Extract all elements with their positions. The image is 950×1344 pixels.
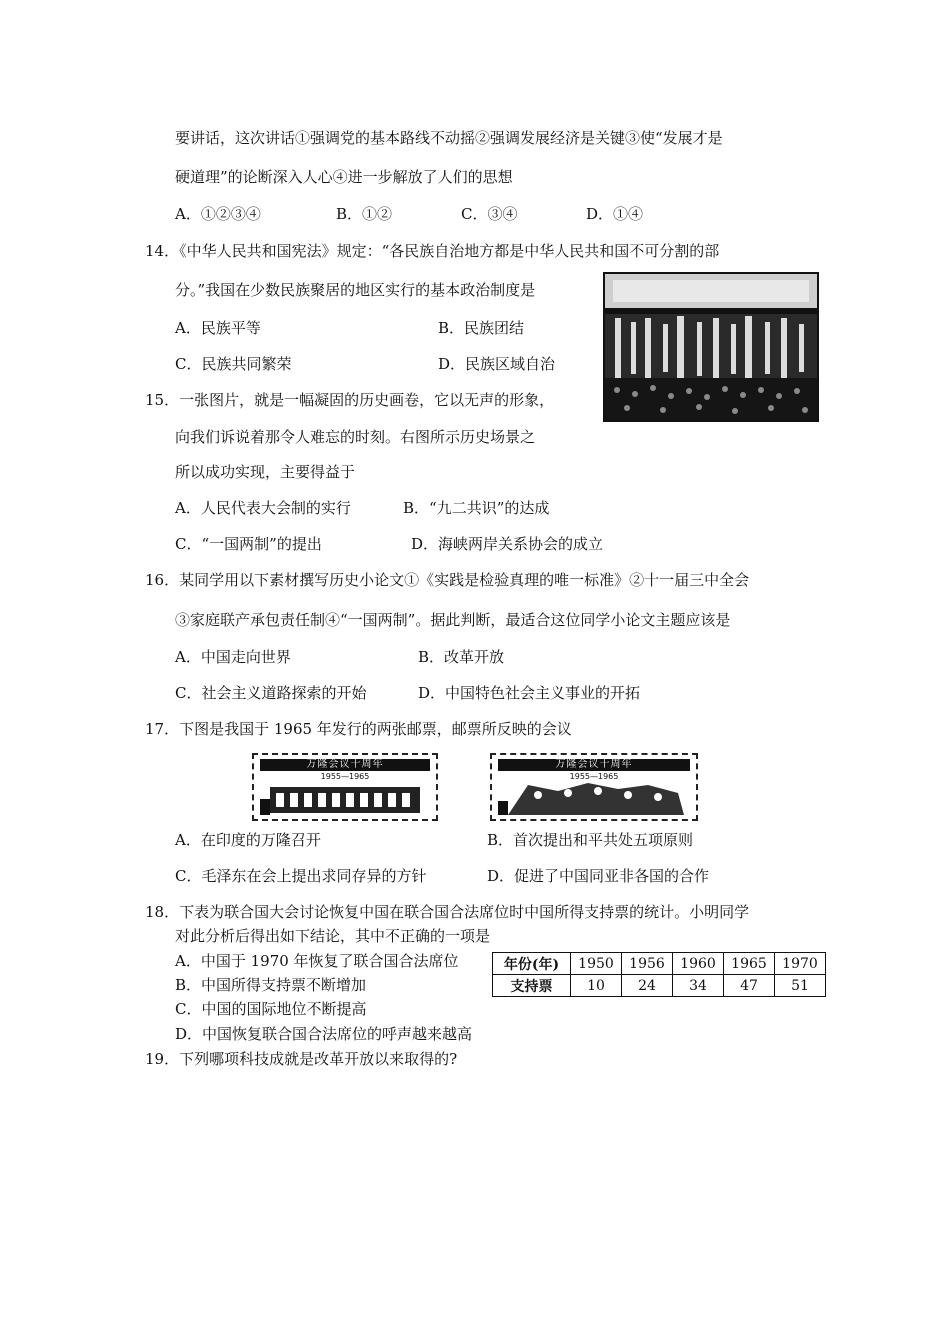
table-cell-year: 1970 [775, 953, 826, 975]
stamp-right-people-image [498, 781, 690, 815]
q17-option-c: C．毛泽东在会上提出求同存异的方针 [175, 867, 427, 885]
q15-option-d: D．海峡两岸关系协会的成立 [411, 535, 604, 553]
table-cell-votes: 10 [571, 975, 622, 997]
q15-option-c: C．“一国两制”的提出 [175, 535, 322, 553]
q13-option-d: D．①④ [586, 205, 644, 223]
table-header-year: 年份(年) [493, 953, 571, 975]
q16-line2: ③家庭联产承包责任制④“一国两制”。据此判断，最适合这位同学小论文主题应该是 [175, 611, 731, 629]
table-cell-votes: 51 [775, 975, 826, 997]
q16-option-b: B．改革开放 [418, 648, 505, 666]
table-cell-votes: 34 [673, 975, 724, 997]
q17-option-d: D．促进了中国同亚非各国的合作 [487, 867, 710, 885]
q15-option-a: A．人民代表大会制的实行 [175, 499, 351, 517]
q13-option-c: C．③④ [461, 205, 518, 223]
table-row [493, 953, 826, 975]
historical-photo-scene [605, 274, 817, 420]
table-header-votes: 支持票 [493, 975, 571, 997]
q16-option-a: A．中国走向世界 [175, 648, 291, 666]
q13-option-b: B．①② [336, 205, 393, 223]
stamp-left-title: 万隆会议十周年 [260, 759, 430, 771]
q17-option-b: B．首次提出和平共处五项原则 [487, 831, 694, 849]
q18-line2: 对此分析后得出如下结论，其中不正确的一项是 [175, 927, 491, 945]
q13-option-a: A．①②③④ [175, 205, 261, 223]
table-cell-year: 1960 [673, 953, 724, 975]
q17-line1: 17．下图是我国于 1965 年发行的两张邮票，邮票所反映的会议 [145, 720, 572, 738]
q18-option-c: C．中国的国际地位不断提高 [175, 1000, 367, 1018]
stamp-left-years: 1955—1965 [320, 772, 370, 781]
q16-option-c: C．社会主义道路探索的开始 [175, 684, 367, 702]
q14-option-a: A．民族平等 [175, 319, 261, 337]
table-cell-votes: 24 [622, 975, 673, 997]
historical-photo [603, 272, 819, 422]
q18-option-d: D．中国恢复联合国合法席位的呼声越来越高 [175, 1025, 473, 1043]
q14-option-d: D．民族区域自治 [438, 355, 556, 373]
q14-option-c: C．民族共同繁荣 [175, 355, 292, 373]
stamp-right-years: 1955—1965 [569, 772, 619, 781]
table-cell-year: 1956 [622, 953, 673, 975]
stamp-right [490, 753, 698, 821]
q15-line1: 15．一张图片，就是一幅凝固的历史画卷，它以无声的形象， [145, 391, 555, 409]
q15-line3: 所以成功实现，主要得益于 [175, 463, 356, 481]
q15-option-b: B．“九二共识”的达成 [403, 499, 550, 517]
q14-option-b: B．民族团结 [438, 319, 525, 337]
votes-table [492, 952, 826, 997]
q17-option-a: A．在印度的万隆召开 [175, 831, 321, 849]
q19-line1: 19．下列哪项科技成就是改革开放以来取得的? [145, 1050, 458, 1068]
stamp-right-title: 万隆会议十周年 [498, 759, 690, 771]
q13-line2: 硬道理”的论断深入人心④进一步解放了人们的思想 [175, 168, 513, 186]
q18-line1: 18．下表为联合国大会讨论恢复中国在联合国合法席位时中国所得支持票的统计。小明同学 [145, 903, 750, 921]
q14-line1: 14．《中华人民共和国宪法》规定：“各民族自治地方都是中华人民共和国不可分割的部 [145, 242, 720, 260]
table-cell-year: 1965 [724, 953, 775, 975]
q16-line1: 16．某同学用以下素材撰写历史小论文①《实践是检验真理的唯一标准》②十一届三中全会 [145, 571, 750, 589]
q18-option-b: B．中国所得支持票不断增加 [175, 976, 367, 994]
table-cell-year: 1950 [571, 953, 622, 975]
q13-line1: 要讲话，这次讲话①强调党的基本路线不动摇②强调发展经济是关键③使“发展才是 [175, 129, 723, 147]
q18-option-a: A．中国于 1970 年恢复了联合国合法席位 [175, 952, 459, 970]
stamp-left [252, 753, 438, 821]
q14-line2: 分。”我国在少数民族聚居的地区实行的基本政治制度是 [175, 281, 536, 299]
q15-line2: 向我们诉说着那令人难忘的时刻。右图所示历史场景之 [175, 428, 536, 446]
table-row [493, 975, 826, 997]
q16-option-d: D．中国特色社会主义事业的开拓 [418, 684, 641, 702]
stamp-left-building-image [260, 781, 430, 815]
table-cell-votes: 47 [724, 975, 775, 997]
